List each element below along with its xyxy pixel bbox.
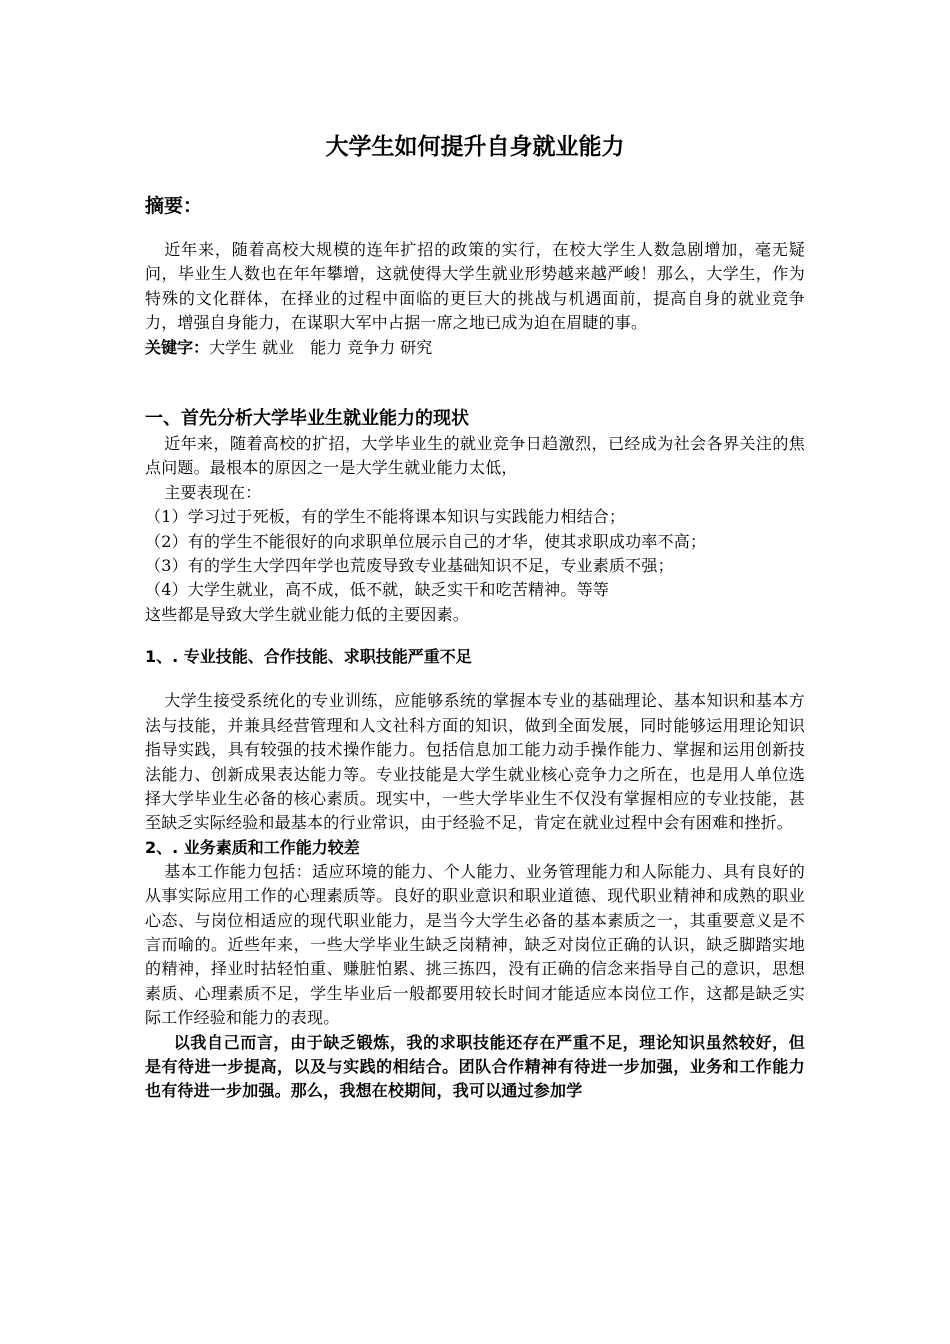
section-conclusion: 这些都是导致大学生就业能力低的主要因素。 xyxy=(145,604,470,624)
subsection-heading: 2、. 业务素质和工作能力较差 xyxy=(145,837,360,857)
abstract-text: 近年来，随着高校大规模的连年扩招的政策的实行，在校大学生人数急剧增加，毫无疑问，毕业生人数也在年年攀增，这就使得大学生就业形势越来越严峻！那么，大学生，作为特殊的文化群体，在择业的过程中面临的更巨大的挑战与机遇面前，提高自身的就业竞争力，增强自身能力，在谋职大军中占据一席之地已成为迫在眉睫的事。 xyxy=(145,240,805,333)
bold-paragraph: 以我自己而言，由于缺乏锻炼，我的求职技能还存在严重不足，理论知识虽然较好，但是有待进一步提高，以及与实践的相结合。团队合作精神有待进一步加强，业务和工作能力也有待进一步加强。那么，我想在校期间，我可以通过参加学 xyxy=(145,1032,805,1101)
abstract-heading: 摘要： xyxy=(145,195,203,217)
section-lead: 主要表现在： xyxy=(164,482,262,502)
section-heading: 一、首先分析大学毕业生就业能力的现状 xyxy=(145,408,469,430)
page-title: 大学生如何提升自身就业能力 xyxy=(325,134,625,160)
list-item: （2）有的学生不能很好的向求职单位展示自己的才华，使其求职成功率不高； xyxy=(145,531,707,551)
section-intro: 近年来，随着高校的扩招，大学毕业生的就业竞争日趋激烈，已经成为社会各界关注的焦点问题。最根本的原因之一是大学生就业能力太低， xyxy=(145,434,805,478)
subsection-text: 大学生接受系统化的专业训练，应能够系统的掌握本专业的基础理论、基本知识和基本方法与技能，并兼具经营管理和人文社科方面的知识，做到全面发展，同时能够运用理论知识指导实践，具有较强的技术操作能力。包括信息加工能力动手操作能力、掌握和运用创新技法能力、创新成果表达能力等。专业技能是大学生就业核心竞争力之所在，也是用人单位选择大学毕业生必备的核心素质。现实中，一些大学毕业生不仅没有掌握相应的专业技能，甚至缺乏实际经验和最基本的行业常识，由于经验不足，肯定在就业过程中会有困难和挫折。 xyxy=(145,691,805,833)
keywords-value: 大学生 就业 能力 竞争力 研究 xyxy=(209,337,433,357)
list-item: （4）大学生就业，高不成，低不就，缺乏实干和吃苦精神。等等 xyxy=(145,580,609,600)
document-page xyxy=(145,130,805,1104)
keywords-line xyxy=(145,336,805,360)
keywords-label: 关键字： xyxy=(145,337,210,357)
list-item: （3）有的学生大学四年学也荒废导致专业基础知识不足，专业素质不强； xyxy=(145,556,674,576)
subsection-heading: 1、. 专业技能、合作技能、求职技能严重不足 xyxy=(145,647,472,667)
subsection-text: 基本工作能力包括：适应环境的能力、个人能力、业务管理能力和人际能力、具有良好的从事实际应用工作的心理素质等。良好的职业意识和职业道德、现代职业精神和成熟的职业心态、与岗位相适应的现代职业能力，是当今大学生必备的基本素质之一，其重要意义是不言而喻的。近些年来，一些大学毕业生缺乏岗精神，缺乏对岗位正确的认识，缺乏脚踏实地的精神，择业时拈轻怕重、赚脏怕累、挑三拣四，没有正确的信念来指导自己的意识，思想素质、心理素质不足，学生毕业后一般都要用较长时间才能适应本岗位工作，这都是缺乏实际工作经验和能力的表现。 xyxy=(145,861,805,1028)
list-item: （1）学习过于死板，有的学生不能将课本知识与实践能力相结合； xyxy=(145,507,626,527)
